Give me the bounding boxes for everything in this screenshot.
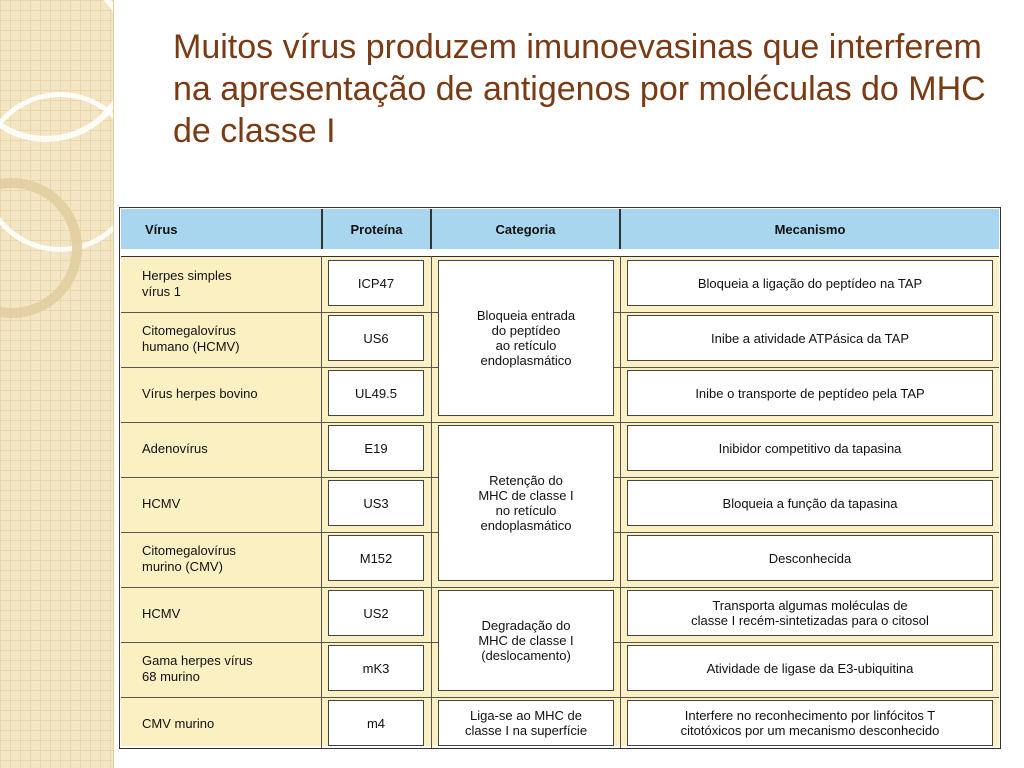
row-divider: [121, 697, 999, 698]
category-cell: Bloqueia entrada do peptídeo ao retículo endoplasmático: [438, 260, 614, 416]
mechanism-cell: Bloqueia a ligação do peptídeo na TAP: [627, 260, 993, 306]
protein-cell: m4: [328, 700, 424, 746]
virus-name: Herpes simples vírus 1: [142, 267, 232, 299]
virus-name: CMV murino: [142, 715, 215, 731]
decorative-sidebar: [0, 0, 114, 768]
mechanism-cell: Inibidor competitivo da tapasina: [627, 425, 993, 471]
mechanism-cell: Inibe a atividade ATPásica da TAP: [627, 315, 993, 361]
protein-cell: mK3: [328, 645, 424, 691]
row-divider: [121, 422, 999, 423]
column-divider: [321, 256, 322, 748]
mechanism-cell: Bloqueia a função da tapasina: [627, 480, 993, 526]
immunoevasin-table: [119, 207, 1001, 749]
category-cell: Liga-se ao MHC de classe I na superfície: [438, 700, 614, 746]
header-category: Categoria: [432, 209, 619, 249]
protein-cell: UL49.5: [328, 370, 424, 416]
virus-name: Vírus herpes bovino: [142, 385, 258, 401]
mechanism-cell: Atividade de ligase da E3-ubiquitina: [627, 645, 993, 691]
virus-name: Citomegalovírus murino (CMV): [142, 542, 236, 574]
virus-name: HCMV: [142, 495, 181, 511]
mechanism-cell: Desconhecida: [627, 535, 993, 581]
protein-cell: ICP47: [328, 260, 424, 306]
category-cell: Retenção do MHC de classe I no retículo endoplasmático: [438, 425, 614, 581]
virus-name: Adenovírus: [142, 440, 208, 456]
table-body-border: [121, 256, 999, 257]
column-divider: [620, 256, 621, 748]
protein-cell: M152: [328, 535, 424, 581]
virus-name: HCMV: [142, 605, 181, 621]
category-cell: Degradação do MHC de classe I (deslocamento): [438, 590, 614, 691]
protein-cell: US6: [328, 315, 424, 361]
header-virus: Vírus: [121, 209, 321, 249]
protein-cell: US2: [328, 590, 424, 636]
protein-cell: US3: [328, 480, 424, 526]
mechanism-cell: Inibe o transporte de peptídeo pela TAP: [627, 370, 993, 416]
mechanism-cell: Interfere no reconhecimento por linfócitos T citotóxicos por um mecanismo desconhecido: [627, 700, 993, 746]
column-divider: [431, 256, 432, 748]
mechanism-cell: Transporta algumas moléculas de classe I recém-sintetizadas para o citosol: [627, 590, 993, 636]
row-divider: [121, 587, 999, 588]
slide-title: Muitos vírus produzem imunoevasinas que interferem na apresentação de antigenos por moléculas do MHC de classe I: [173, 28, 986, 150]
virus-name: Citomegalovírus humano (HCMV): [142, 322, 240, 354]
virus-name: Gama herpes vírus 68 murino: [142, 652, 253, 684]
header-mechanism: Mecanismo: [621, 209, 999, 249]
protein-cell: E19: [328, 425, 424, 471]
header-protein: Proteína: [323, 209, 430, 249]
